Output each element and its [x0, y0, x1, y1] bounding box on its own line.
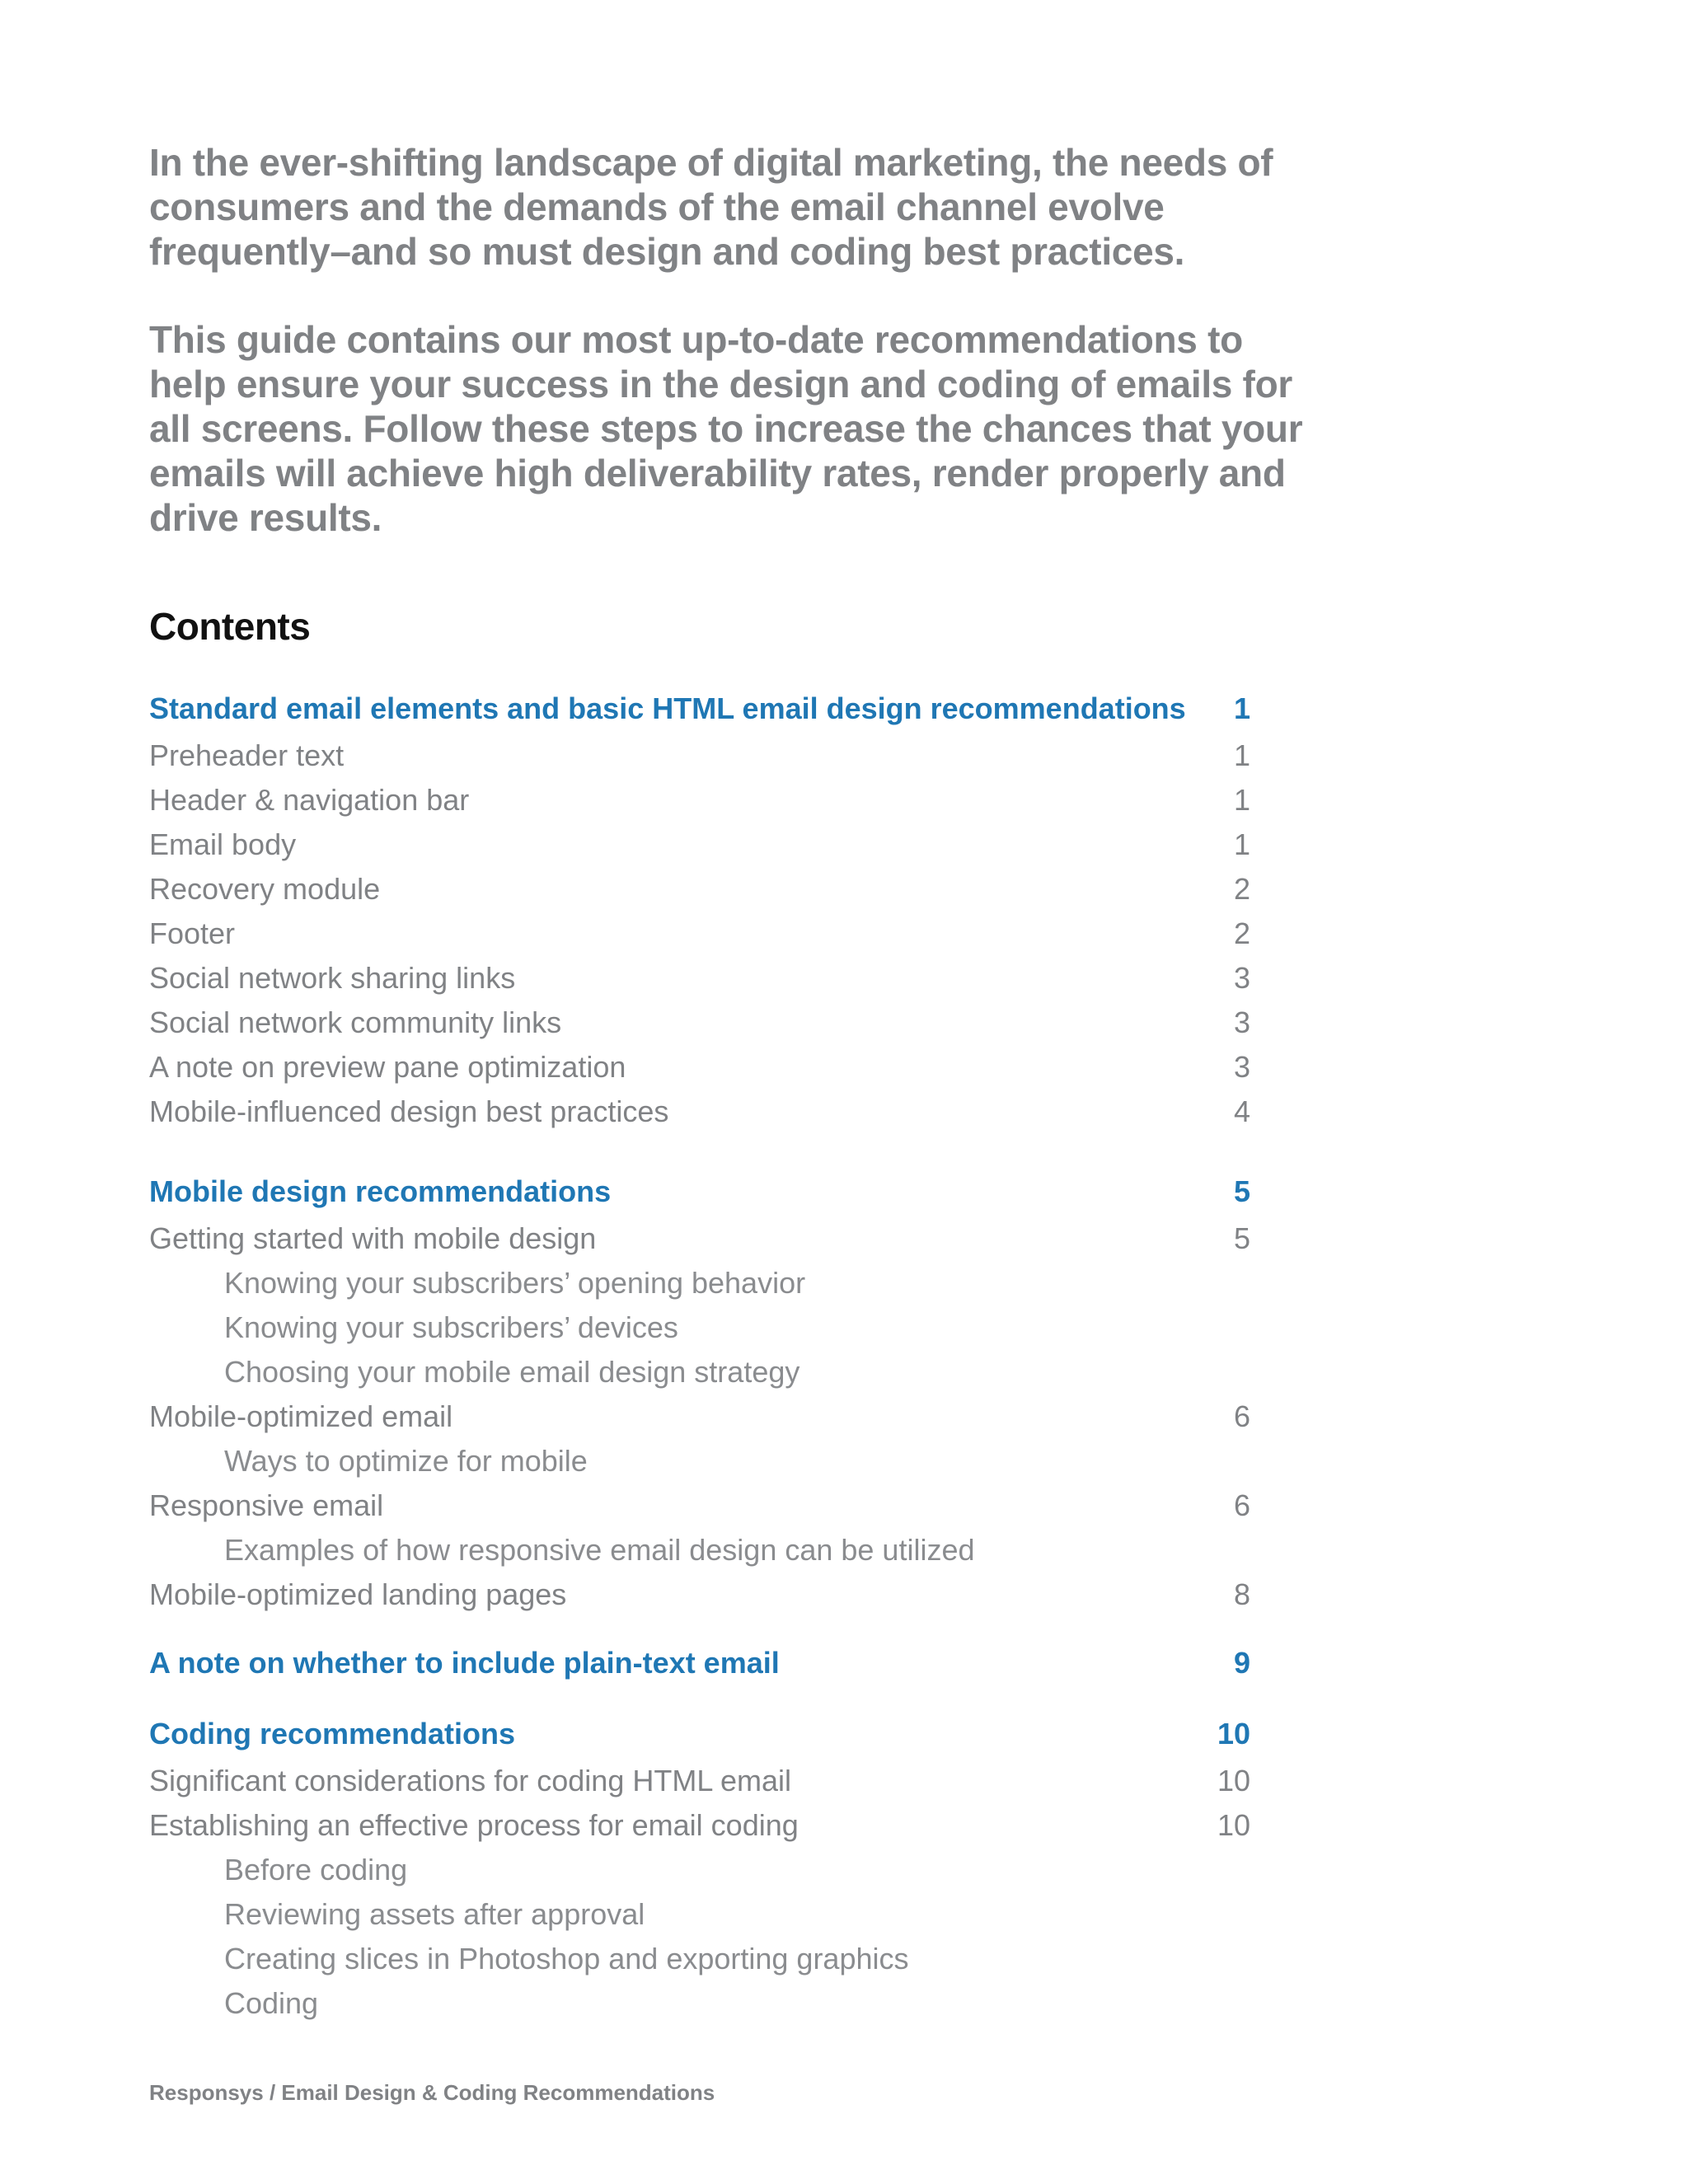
toc-item-page: 1: [1233, 827, 1250, 861]
toc-item-page: 1: [1233, 738, 1250, 772]
toc-item-page: 10: [1217, 1764, 1250, 1797]
toc-item[interactable]: [149, 823, 1250, 867]
toc-item[interactable]: [149, 778, 1250, 823]
toc-subitem[interactable]: [149, 1892, 1250, 1937]
toc-section-title: Standard email elements and basic HTML email design recommendations: [149, 691, 1186, 725]
toc-item[interactable]: [149, 956, 1250, 1001]
toc-subitem-title: Reviewing assets after approval: [224, 1897, 645, 1931]
toc-item[interactable]: [149, 733, 1250, 778]
toc-item-title: Footer: [149, 916, 236, 950]
toc-section-title: A note on whether to include plain-text email: [149, 1646, 780, 1680]
toc-item[interactable]: [149, 867, 1250, 912]
toc-item-page: 2: [1233, 916, 1250, 950]
toc-item-page: 1: [1233, 783, 1250, 817]
toc-item-page: 6: [1233, 1399, 1250, 1433]
toc-section-plain-text[interactable]: [149, 1638, 1250, 1688]
toc-item-page: 2: [1233, 872, 1250, 906]
toc-subitem[interactable]: [149, 1937, 1250, 1981]
toc-section-page: 1: [1233, 691, 1250, 725]
toc-item-page: 10: [1217, 1808, 1250, 1842]
toc-item-title: A note on preview pane optimization: [149, 1050, 626, 1084]
toc-subitem[interactable]: [149, 1350, 1250, 1394]
spacer: [149, 1688, 1250, 1709]
toc-subitem[interactable]: [149, 1981, 1250, 2026]
spacer: [149, 1617, 1250, 1638]
toc-section-mobile-design[interactable]: [149, 1167, 1250, 1216]
toc-item-title: Mobile-optimized landing pages: [149, 1577, 567, 1611]
spacer: [149, 1134, 1250, 1167]
toc-section-standard-email-elements[interactable]: [149, 684, 1250, 733]
toc-item[interactable]: [149, 1803, 1250, 1848]
intro-paragraph-1: In the ever-shifting landscape of digital marketing, the needs of consumers and the demands of the email channel evolve frequently–and so must design and coding best practices.: [149, 141, 1273, 273]
toc-item-title: Recovery module: [149, 872, 381, 906]
toc-item-page: 8: [1233, 1577, 1250, 1611]
toc-subitem-title: Knowing your subscribers’ devices: [224, 1310, 678, 1344]
toc-subitem-title: Coding: [224, 1986, 319, 2020]
toc-section-page: 10: [1217, 1717, 1250, 1750]
toc-item-title: Email body: [149, 827, 297, 861]
toc-item-title: Header & navigation bar: [149, 783, 470, 817]
toc-item[interactable]: [149, 1045, 1250, 1090]
toc-subitem-title: Choosing your mobile email design strategy: [224, 1355, 800, 1389]
toc-subitem[interactable]: [149, 1305, 1250, 1350]
toc-item-title: Preheader text: [149, 738, 345, 772]
toc-item[interactable]: [149, 912, 1250, 956]
toc-section-page: 5: [1233, 1174, 1250, 1208]
contents-heading: Contents: [149, 605, 311, 648]
toc-subitem[interactable]: [149, 1528, 1250, 1572]
toc-item-title: Mobile-influenced design best practices: [149, 1094, 669, 1128]
toc-item-title: Social network sharing links: [149, 961, 516, 995]
toc-item-page: 6: [1233, 1488, 1250, 1522]
toc-item-page: 5: [1233, 1221, 1250, 1255]
toc-item-page: 3: [1233, 961, 1250, 995]
toc-item[interactable]: [149, 1216, 1250, 1261]
table-of-contents: [149, 684, 1250, 2026]
toc-subitem[interactable]: [149, 1439, 1250, 1483]
toc-item-title: Getting started with mobile design: [149, 1221, 597, 1255]
toc-section-page: 9: [1233, 1646, 1250, 1680]
toc-subitem-title: Ways to optimize for mobile: [224, 1444, 588, 1478]
toc-subitem-title: Examples of how responsive email design can be utilized: [224, 1533, 975, 1567]
toc-subitem[interactable]: [149, 1261, 1250, 1305]
toc-subitem[interactable]: [149, 1848, 1250, 1892]
toc-item-title: Significant considerations for coding HTML email: [149, 1764, 792, 1797]
toc-item[interactable]: [149, 1572, 1250, 1617]
toc-item[interactable]: [149, 1394, 1250, 1439]
toc-item-page: 3: [1233, 1005, 1250, 1039]
intro-paragraph-2: This guide contains our most up-to-date recommendations to help ensure your success in the design and coding of emails for all screens. Follow these steps to increase the chances that your emails will achieve high deliverability rates, render properly and drive results.: [149, 318, 1303, 539]
toc-item[interactable]: [149, 1090, 1250, 1134]
toc-item-page: 3: [1233, 1050, 1250, 1084]
toc-item-title: Establishing an effective process for email coding: [149, 1808, 799, 1842]
toc-section-title: Coding recommendations: [149, 1717, 516, 1750]
toc-item-title: Mobile-optimized email: [149, 1399, 453, 1433]
toc-item-page: 4: [1233, 1094, 1250, 1128]
toc-item-title: Responsive email: [149, 1488, 384, 1522]
toc-item[interactable]: [149, 1001, 1250, 1045]
toc-section-title: Mobile design recommendations: [149, 1174, 612, 1208]
toc-section-coding[interactable]: [149, 1709, 1250, 1759]
toc-item-title: Social network community links: [149, 1005, 562, 1039]
toc-subitem-title: Knowing your subscribers’ opening behavior: [224, 1266, 806, 1300]
toc-subitem-title: Creating slices in Photoshop and exporting graphics: [224, 1942, 909, 1975]
toc-item[interactable]: [149, 1759, 1250, 1803]
page-footer: Responsys / Email Design & Coding Recommendations: [149, 2080, 715, 2105]
toc-item[interactable]: [149, 1483, 1250, 1528]
toc-subitem-title: Before coding: [224, 1853, 408, 1886]
intro: [149, 140, 1320, 583]
